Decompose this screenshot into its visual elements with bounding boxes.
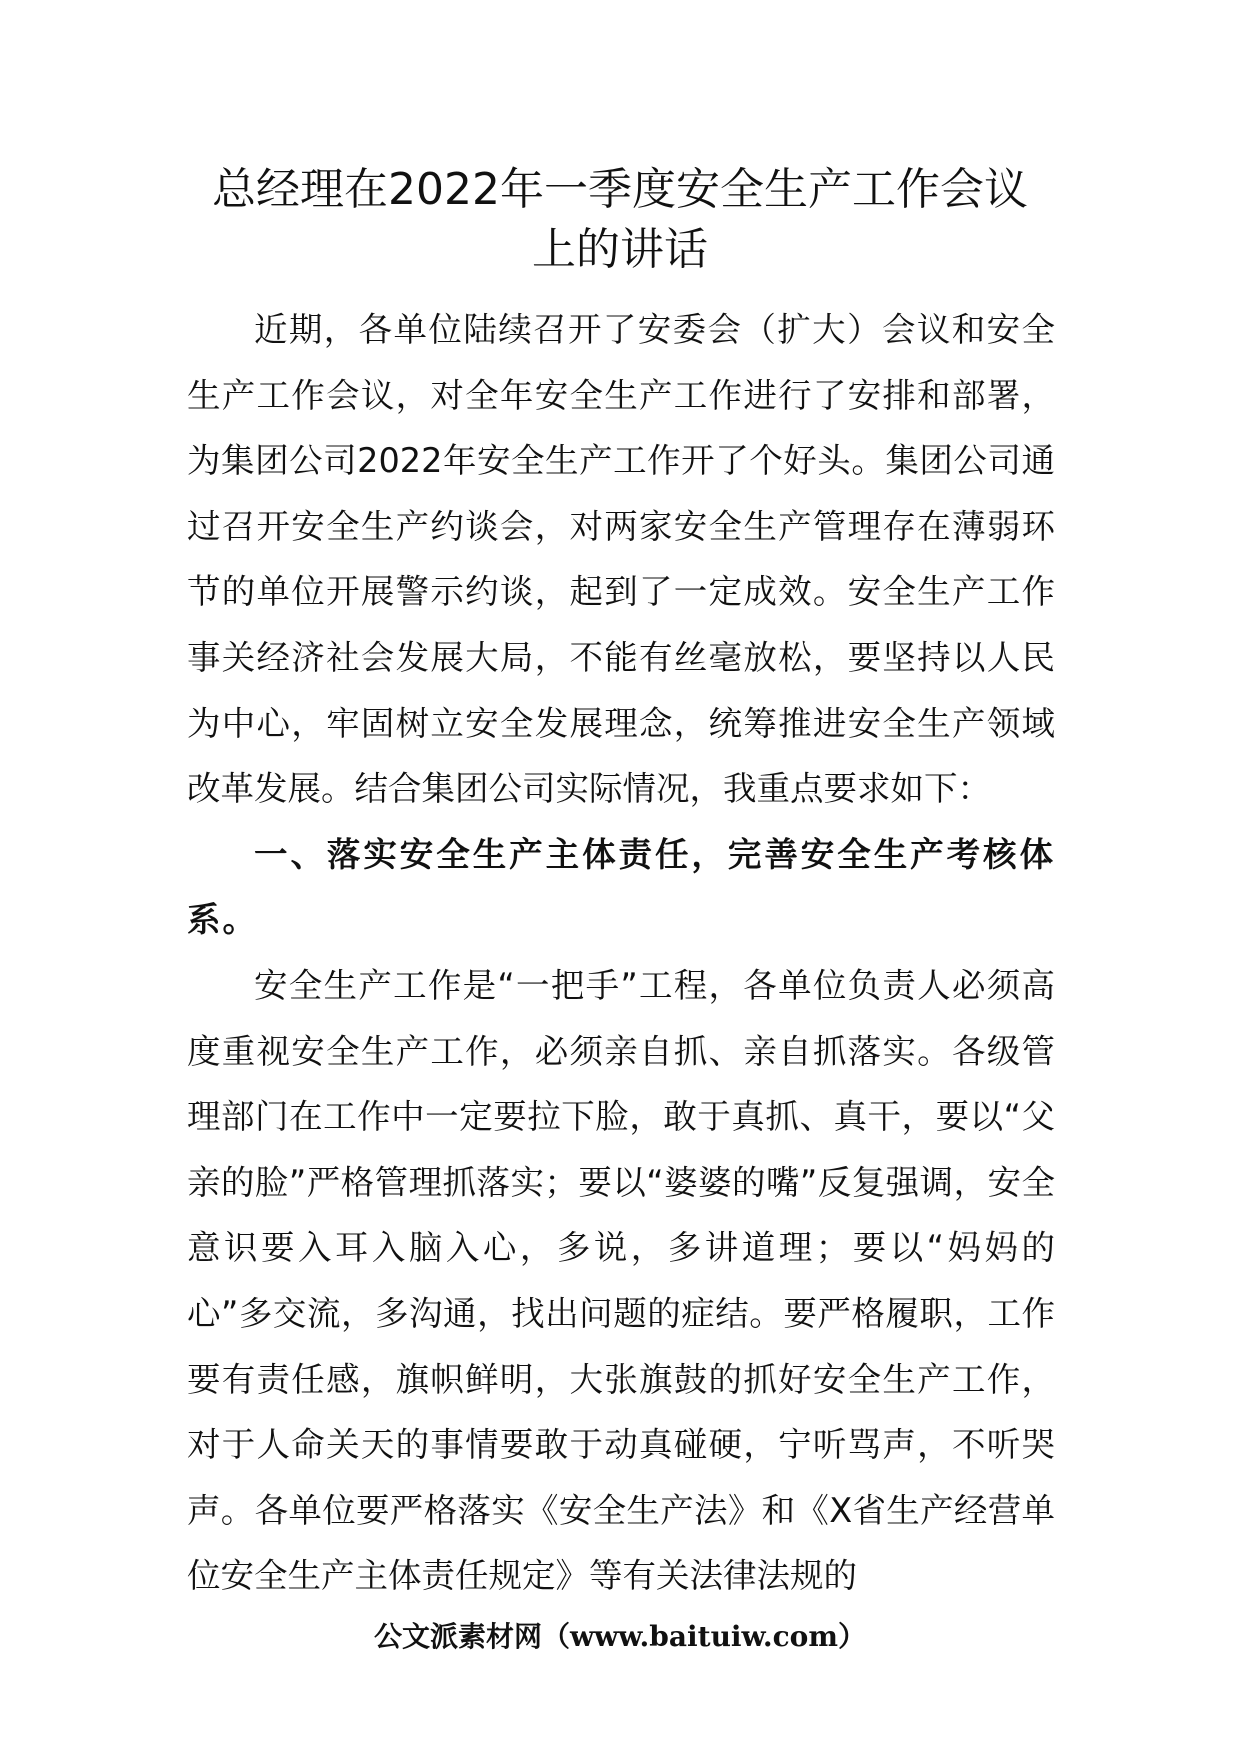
section-heading-1: 一、落实安全生产主体责任，完善安全生产考核体系。 — [187, 834, 1055, 940]
document-body — [187, 297, 1055, 1609]
title-line-1: 总经理在2022年一季度安全生产工作会议 — [212, 164, 1028, 215]
document-title — [150, 160, 1090, 280]
footer-watermark: 公文派素材网（www.baituiw.com） — [374, 1620, 866, 1653]
paragraph-intro: 近期，各单位陆续召开了安委会（扩大）会议和安全生产工作会议，对全年安全生产工作进行了安排和部署，为集团公司2022年安全生产工作开了个好头。集团公司通过召开安全生产约谈会，对两家安全生产管理存在薄弱环节的单位开展警示约谈，起到了一定成效。安全生产工作事关经济社会发展大局，不能有丝毫放松，要坚持以人民为中心，牢固树立安全发展理念，统筹推进安全生产领域改革发展。结合集团公司实际情况，我重点要求如下： — [187, 310, 1055, 809]
title-line-2: 上的讲话 — [532, 224, 708, 275]
paragraph-section-1: 安全生产工作是“一把手”工程，各单位负责人必须高度重视安全生产工作，必须亲自抓、亲自抓落实。各级管理部门在工作中一定要拉下脸，敢于真抓、真干，要以“父亲的脸”严格管理抓落实；要以“婆婆的嘴”反复强调，安全意识要入耳入脑入心，多说，多讲道理；要以“妈妈的心”多交流，多沟通，找出问题的症结。要严格履职，工作要有责任感，旗帜鲜明，大张旗鼓的抓好安全生产工作，对于人命关天的事情要敢于动真碰硬，宁听骂声，不听哭声。各单位要严格落实《安全生产法》和《X省生产经营单位安全生产主体责任规定》等有关法律法规的 — [187, 965, 1055, 1596]
